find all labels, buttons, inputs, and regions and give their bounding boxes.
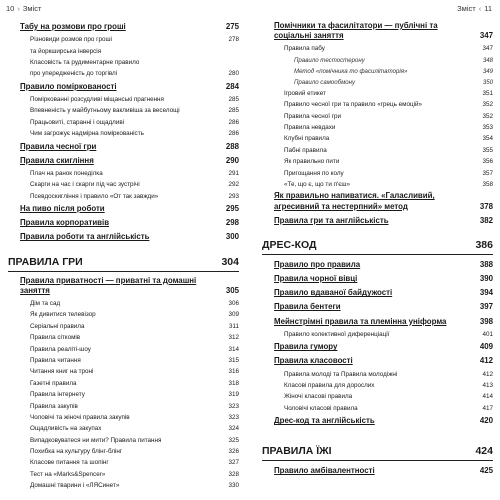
- toc-page-number: 397: [479, 302, 493, 312]
- toc-page-number: 286: [228, 118, 239, 126]
- toc-entry-title: Скарги на час і скарги під час зустрічі: [30, 181, 140, 189]
- toc-entry-title: Правила закупів: [30, 402, 78, 410]
- toc-page-number: 285: [228, 107, 239, 115]
- toc-section-entry[interactable]: [8, 105, 239, 116]
- toc-entry-title: Правила бентеги: [274, 302, 341, 312]
- toc-page-number: 425: [479, 466, 493, 476]
- running-head-right: [457, 4, 492, 13]
- part-heading[interactable]: [262, 442, 493, 461]
- toc-entry-title: Правила молоді та Правила молодіжні: [284, 370, 398, 378]
- toc-page-number: 314: [228, 345, 239, 353]
- toc-entry-title: Помічники та фасилітатори — публічні та соціальні заняття: [274, 21, 438, 41]
- toc-section-entry[interactable]: [262, 168, 493, 179]
- toc-chapter-entry[interactable]: [262, 214, 493, 228]
- toc-section-entry[interactable]: [8, 401, 239, 412]
- toc-chapter-entry[interactable]: [262, 340, 493, 354]
- running-title-left: Зміст: [22, 4, 42, 13]
- toc-page-number: 394: [479, 288, 493, 298]
- toc-section-entry[interactable]: [8, 168, 239, 179]
- toc-section-entry[interactable]: [8, 179, 239, 190]
- toc-entry-title: Різновиди розмов про гроші: [30, 36, 112, 44]
- toc-chapter-entry[interactable]: [8, 230, 239, 244]
- section-spacer: [8, 245, 239, 253]
- toc-chapter-entry[interactable]: [262, 300, 493, 314]
- toc-page-number: 350: [482, 78, 493, 86]
- toc-entry-title: Правило самообмону: [294, 78, 356, 86]
- toc-page-number: 324: [228, 425, 239, 433]
- toc-page-number: 352: [482, 101, 493, 109]
- toc-entry-title: Ощадливість на закупах: [30, 425, 102, 433]
- toc-section-entry[interactable]: [262, 43, 493, 54]
- toc-page-number: 382: [479, 215, 493, 225]
- toc-section-entry[interactable]: [262, 391, 493, 402]
- toc-entry-title: про упередженість до торгівлі: [30, 70, 118, 78]
- toc-page-number: 286: [228, 130, 239, 138]
- toc-chapter-entry[interactable]: [8, 202, 239, 216]
- toc-page-number: 319: [228, 391, 239, 399]
- toc-entry-title: Правила чесної гри: [284, 112, 342, 120]
- toc-page-number: 316: [228, 368, 239, 376]
- toc-entry-title: Ігровий етикет: [284, 89, 326, 97]
- toc-entry-title: та йоркширська інверсія: [30, 47, 102, 55]
- toc-entry-title: Домашні тварини і «ЛЯСинет»: [30, 482, 120, 490]
- toc-entry-title: Чоловічі класові правила: [284, 404, 358, 412]
- toc-page-number: 323: [228, 402, 239, 410]
- toc-page-number: 412: [482, 370, 493, 378]
- toc-section-entry[interactable]: [8, 68, 239, 79]
- toc-entry-title: Правила корпоративів: [20, 218, 110, 228]
- toc-entry-title: Правило чесної гри та правило «грець емоцій»: [284, 101, 422, 109]
- toc-page-number: 304: [221, 255, 239, 268]
- toc-page-number: 424: [475, 445, 493, 458]
- toc-entry-title: Тест на «Marks&Spencer»: [30, 470, 106, 478]
- toc-entry-title: ПРАВИЛА ГРИ: [8, 255, 83, 268]
- toc-chapter-entry[interactable]: [262, 354, 493, 368]
- toc-section-entry[interactable]: [8, 298, 239, 309]
- toc-entry-title: Класовість та рудиментарне правило: [30, 58, 140, 66]
- toc-section-entry[interactable]: [8, 94, 239, 105]
- toc-section-entry[interactable]: [262, 156, 493, 167]
- toc-page-number: 388: [479, 259, 493, 269]
- toc-page-number: 347: [482, 45, 493, 53]
- toc-page-number: 352: [482, 112, 493, 120]
- toc-chapter-entry[interactable]: [262, 272, 493, 286]
- toc-section-entry[interactable]: [8, 457, 239, 468]
- toc-page-number: 305: [225, 285, 239, 295]
- toc-section-entry[interactable]: [8, 469, 239, 480]
- toc-page-number: 275: [225, 22, 239, 31]
- toc-page-number: 323: [228, 413, 239, 421]
- toc-entry-title: Похибка на культуру блінг-блінг: [30, 448, 123, 456]
- toc-entry-title: Класові правила для дорослих: [284, 382, 375, 389]
- toc-entry-title: Правило амбівалентності: [274, 466, 375, 476]
- toc-page-number: 300: [225, 232, 239, 242]
- toc-entry-title: ДРЕС-КОД: [262, 238, 317, 251]
- page-number-left: 10: [6, 4, 15, 13]
- running-title-right: Зміст: [457, 4, 476, 13]
- toc-page-number: 386: [475, 238, 493, 251]
- toc-page-number: 351: [482, 89, 493, 97]
- toc-entry-title: Правила читання: [30, 356, 81, 364]
- toc-entry-title: Газетні правила: [30, 379, 77, 387]
- toc-section-entry[interactable]: [8, 412, 239, 423]
- toc-page-number: 291: [228, 169, 239, 177]
- toc-entry-title: Правила інтернету: [30, 391, 85, 399]
- toc-page-number: 284: [225, 81, 239, 91]
- toc-entry-title: Правила класовості: [274, 356, 353, 366]
- toc-page-number: 356: [482, 158, 493, 166]
- toc-entry-title: Правила чесної гри: [20, 141, 97, 151]
- toc-entry-title: Мейнстрімні правила та племінна уніформа: [274, 316, 447, 326]
- toc-section-entry[interactable]: [8, 355, 239, 366]
- toc-entry-title: На пиво після роботи: [20, 204, 105, 214]
- toc-page-number: 280: [228, 70, 239, 78]
- toc-section-entry[interactable]: [8, 389, 239, 400]
- toc-section-entry[interactable]: [8, 57, 239, 68]
- toc-page-number: 348: [482, 56, 493, 64]
- toc-page-number: 353: [482, 123, 493, 131]
- toc-entry-title: Правило вдаваної байдужості: [274, 288, 393, 298]
- toc-left-column: [8, 20, 239, 492]
- toc-page-number: 328: [228, 470, 239, 478]
- toc-entry-title: ПРАВИЛА ЇЖІ: [262, 445, 332, 458]
- toc-section-entry[interactable]: [8, 191, 239, 202]
- toc-chapter-entry[interactable]: [8, 275, 239, 298]
- toc-page-number: 306: [228, 300, 239, 308]
- toc-page-number: 278: [228, 36, 239, 44]
- toc-section-entry[interactable]: [8, 128, 239, 139]
- toc-entry-title: Правила гумору: [274, 342, 338, 352]
- toc-section-entry[interactable]: [8, 435, 239, 446]
- toc-entry-title: Правила роботи та англійськість: [20, 232, 150, 242]
- toc-section-entry[interactable]: [262, 403, 493, 414]
- toc-page-number: 312: [228, 334, 239, 342]
- toc-entry-title: Правила пабу: [284, 45, 325, 53]
- toc-section-entry[interactable]: [8, 332, 239, 343]
- toc-chapter-entry[interactable]: [262, 190, 493, 213]
- toc-section-entry[interactable]: [262, 179, 493, 190]
- toc-page-number: 420: [479, 416, 493, 426]
- toc-entry-title: Правило поміркованості: [20, 81, 117, 91]
- toc-entry-title: Правило про правила: [274, 259, 361, 269]
- toc-page-number: 378: [479, 201, 493, 211]
- toc-entry-title: Серіальні правила: [30, 322, 85, 330]
- toc-section-entry[interactable]: [262, 329, 493, 340]
- toc-page-number: 355: [482, 146, 493, 154]
- part-heading[interactable]: [8, 253, 239, 272]
- toc-page-number: 318: [228, 379, 239, 387]
- toc-page-number: 357: [482, 169, 493, 177]
- toc-page-number: 288: [225, 141, 239, 151]
- toc-page-number: 327: [228, 459, 239, 467]
- part-heading[interactable]: [262, 236, 493, 255]
- toc-page-number: 326: [228, 448, 239, 456]
- toc-subsection-entry[interactable]: [262, 66, 493, 77]
- toc-entry-title: Псевдоскигління і правило «От так завжди»: [30, 192, 159, 200]
- toc-section-entry[interactable]: [8, 309, 239, 320]
- toc-page-number: 349: [482, 67, 493, 75]
- toc-page-number: 292: [228, 181, 239, 189]
- toc-chapter-entry[interactable]: [262, 414, 493, 428]
- separator: ‹: [478, 4, 482, 13]
- toc-entry-title: «Те, що є, що ти п'єш»: [284, 180, 350, 188]
- toc-chapter-entry[interactable]: [262, 258, 493, 272]
- toc-entry-title: Як правильно напиватися. «Галасливий, агресивний та нестерпний» метод: [274, 191, 435, 211]
- toc-section-entry[interactable]: [8, 117, 239, 128]
- toc-entry-title: Як дивитися телевізор: [30, 311, 96, 319]
- toc-chapter-entry[interactable]: [262, 315, 493, 329]
- toc-page-number: 414: [482, 393, 493, 401]
- toc-section-entry[interactable]: [8, 378, 239, 389]
- toc-chapter-entry[interactable]: [8, 20, 239, 34]
- toc-page-number: 315: [228, 356, 239, 364]
- toc-entry-title: Клубні правила: [284, 135, 330, 143]
- toc-entry-title: Читання книг на троні: [30, 368, 94, 376]
- toc-entry-title: Чоловічі та жіночі правила закупів: [30, 413, 130, 421]
- toc-page-number: 412: [479, 356, 493, 366]
- toc-entry-title: Впевненість у майбутньому вакливіша за веселощі: [30, 107, 180, 115]
- toc-page-number: 325: [228, 436, 239, 444]
- toc-entry-title: Правила скигління: [20, 155, 94, 165]
- toc-page-number: 398: [479, 316, 493, 326]
- toc-entry-title: Дрес-код та англійськість: [274, 416, 375, 426]
- toc-page-number: 413: [482, 382, 493, 389]
- toc-page-number: 347: [479, 31, 493, 41]
- toc-section-entry[interactable]: [262, 88, 493, 99]
- toc-entry-title: Як правильно пити: [284, 158, 340, 166]
- toc-chapter-entry[interactable]: [262, 20, 493, 43]
- toc-chapter-entry[interactable]: [8, 80, 239, 94]
- toc-page-number: 290: [225, 155, 239, 165]
- toc-page-number: 390: [479, 274, 493, 284]
- toc-entry-title: Чим загрожує надмірна поміркованість: [30, 130, 144, 138]
- toc-entry-title: Правила приватності — приватні та домашні заняття: [20, 275, 197, 295]
- section-spacer: [262, 428, 493, 442]
- toc-entry-title: Працьовиті, старанні і ощадливі: [30, 118, 125, 126]
- toc-entry-title: Поміркованні розсудливі міщанські прагнення: [30, 95, 164, 103]
- toc-entry-title: Правила невдахи: [284, 123, 336, 131]
- toc-entry-title: Випадковуватеся ни мити? Правила питання: [30, 436, 162, 444]
- toc-section-entry[interactable]: [8, 344, 239, 355]
- toc-chapter-entry[interactable]: [8, 140, 239, 154]
- toc-page-number: 330: [228, 482, 239, 490]
- toc-entry-title: Пабні правила: [284, 146, 327, 154]
- toc-section-entry[interactable]: [8, 321, 239, 332]
- toc-section-entry[interactable]: [262, 369, 493, 380]
- section-spacer: [262, 228, 493, 236]
- toc-page-number: 417: [482, 404, 493, 412]
- toc-section-entry[interactable]: [262, 122, 493, 133]
- toc-page-number: 354: [482, 135, 493, 143]
- toc-section-entry[interactable]: [262, 380, 493, 391]
- toc-section-entry[interactable]: [8, 423, 239, 434]
- toc-entry-title: Правило колективної диференціації: [284, 330, 390, 338]
- toc-chapter-entry[interactable]: [262, 464, 493, 478]
- toc-section-entry[interactable]: [8, 446, 239, 457]
- toc-entry-title: Правила сіткомів: [30, 334, 81, 342]
- toc-entry-title: Правило тестостерону: [294, 56, 365, 64]
- toc-entry-title: Плач на ранок понеділка: [30, 169, 103, 177]
- toc-section-entry[interactable]: [8, 46, 239, 57]
- toc-entry-title: Пригощання по колу: [284, 169, 344, 177]
- toc-page-number: 401: [482, 330, 493, 338]
- toc-page-number: 409: [479, 342, 493, 352]
- toc-page-number: 293: [228, 192, 239, 200]
- separator: ›: [17, 4, 20, 13]
- toc-page-number: 309: [228, 311, 239, 319]
- toc-chapter-entry[interactable]: [8, 216, 239, 230]
- toc-chapter-entry[interactable]: [262, 286, 493, 300]
- toc-entry-title: Правила чорної вівці: [274, 274, 358, 284]
- toc-page-number: 285: [228, 95, 239, 103]
- toc-section-entry[interactable]: [262, 111, 493, 122]
- toc-entry-title: Метод «помічника то фасилітаторія»: [294, 67, 408, 75]
- toc-entry-title: Дім та сад: [30, 300, 61, 308]
- toc-subsection-entry[interactable]: [262, 55, 493, 66]
- toc-page-number: 311: [228, 322, 239, 330]
- toc-right-column: [262, 20, 493, 479]
- toc-entry-title: Правила реаліті-шоу: [30, 345, 91, 353]
- toc-entry-title: Класове питання та шопінг: [30, 459, 109, 467]
- toc-section-entry[interactable]: [8, 480, 239, 491]
- toc-section-entry[interactable]: [262, 133, 493, 144]
- page-number-right: 11: [484, 4, 492, 13]
- toc-page-number: 358: [482, 180, 493, 188]
- toc-section-entry[interactable]: [262, 99, 493, 110]
- toc-entry-title: Жіночі класові правила: [284, 393, 353, 401]
- toc-chapter-entry[interactable]: [8, 154, 239, 168]
- toc-subsection-entry[interactable]: [262, 77, 493, 88]
- running-head-left: [6, 4, 41, 13]
- toc-section-entry[interactable]: [262, 145, 493, 156]
- toc-page-number: 298: [225, 218, 239, 228]
- toc-section-entry[interactable]: [8, 366, 239, 377]
- toc-entry-title: Табу на розмови про гроші: [20, 22, 126, 31]
- toc-section-entry[interactable]: [8, 34, 239, 45]
- toc-entry-title: Правила гри та англійськість: [274, 215, 389, 225]
- toc-page-number: 295: [225, 204, 239, 214]
